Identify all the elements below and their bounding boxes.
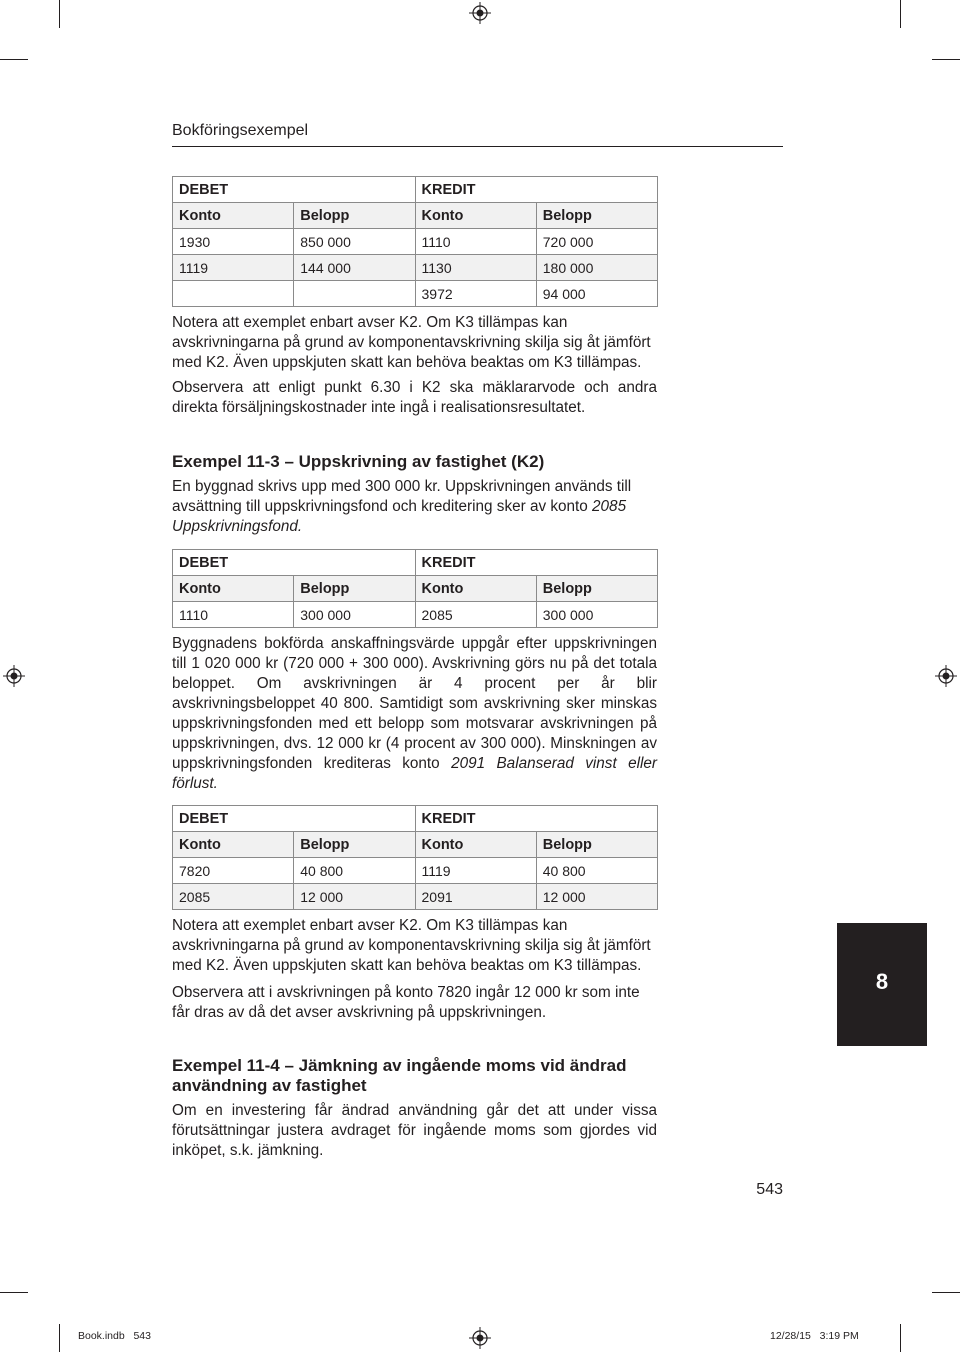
page-number: 543 xyxy=(756,1181,783,1198)
table-group-row xyxy=(173,177,658,203)
column-header: Belopp xyxy=(536,203,657,229)
table-row xyxy=(173,255,658,281)
column-header: Belopp xyxy=(294,576,415,602)
header-rule xyxy=(172,146,783,147)
ledger-table-3 xyxy=(172,805,658,910)
table-row xyxy=(173,602,658,628)
table-cell: 144 000 xyxy=(294,255,415,281)
calculation-paragraph xyxy=(172,634,657,794)
table-cell: 850 000 xyxy=(294,229,415,255)
column-header: Belopp xyxy=(294,203,415,229)
table-column-row xyxy=(173,203,658,229)
table-cell: 12 000 xyxy=(536,884,657,910)
table-cell: 40 800 xyxy=(536,858,657,884)
running-header-title: Bokföringsexempel xyxy=(172,122,309,139)
table-column-row xyxy=(173,576,658,602)
table-cell: 1119 xyxy=(415,858,536,884)
example-heading-11-3: Exempel 11-3 – Uppskrivning av fastighet (K2) xyxy=(172,452,545,471)
table-cell: 300 000 xyxy=(294,602,415,628)
crop-mark-bottom-right-h xyxy=(932,1292,960,1293)
column-header: Belopp xyxy=(536,832,657,858)
table-cell: 180 000 xyxy=(536,255,657,281)
example-intro-text: En byggnad skrivs upp med 300 000 kr. Uppskrivningen används till avsättning till uppskrivningsfond och kreditering sker av konto xyxy=(172,478,632,515)
account-reference: 2091 Balanserad vinst eller förlust. xyxy=(172,755,657,792)
table-cell: 3972 xyxy=(415,281,536,307)
table-group-row xyxy=(173,806,658,832)
table-cell: 40 800 xyxy=(294,858,415,884)
observation-paragraph: Observera att enligt punkt 6.30 i K2 ska mäklararvode och andra direkta försäljningskostnader inte ingå i realisationsresultatet. xyxy=(172,379,657,416)
debet-header: DEBET xyxy=(173,550,416,576)
table-cell: 94 000 xyxy=(536,281,657,307)
table-cell: 720 000 xyxy=(536,229,657,255)
table-cell: 2085 xyxy=(415,602,536,628)
table-column-row xyxy=(173,832,658,858)
column-header: Belopp xyxy=(536,576,657,602)
registration-mark-icon xyxy=(469,1327,491,1349)
table-row xyxy=(173,858,658,884)
example-intro-paragraph: Om en investering får ändrad användning går det att under vissa förutsättningar justera avdraget för ingående moms som gjordes vid inköpet, s.k. jämkning. xyxy=(172,1102,657,1159)
crop-mark-bottom-left-v xyxy=(59,1324,60,1352)
column-header: Konto xyxy=(173,203,294,229)
chapter-number: 8 xyxy=(875,969,889,994)
table-cell xyxy=(173,281,294,307)
crop-mark-top-left-v xyxy=(59,0,60,28)
slug-date: 12/28/15 3:19 PM xyxy=(770,1330,859,1342)
table-row xyxy=(173,281,658,307)
example-intro-paragraph xyxy=(172,477,657,537)
ledger-table-2 xyxy=(172,549,658,628)
table-cell: 12 000 xyxy=(294,884,415,910)
column-header: Konto xyxy=(173,576,294,602)
table-cell: 300 000 xyxy=(536,602,657,628)
table-row xyxy=(173,884,658,910)
registration-mark-icon xyxy=(3,665,25,687)
table-row xyxy=(173,229,658,255)
crop-mark-top-left-h xyxy=(0,59,28,60)
table-cell: 2085 xyxy=(173,884,294,910)
note-paragraph: Notera att exemplet enbart avser K2. Om K3 tillämpas kan avskrivningarna på grund av komponentavskrivning skilja sig åt jämfört med K2. Även uppskjuten skatt kan behöva beaktas om K3 tillämpas. xyxy=(172,314,651,371)
column-header: Konto xyxy=(173,832,294,858)
column-header: Konto xyxy=(415,832,536,858)
crop-mark-bottom-left-h xyxy=(0,1292,28,1293)
crop-mark-top-right-v xyxy=(900,0,901,28)
kredit-header: KREDIT xyxy=(415,177,658,203)
note-paragraph: Notera att exemplet enbart avser K2. Om K3 tillämpas kan avskrivningarna på grund av komponentavskrivning skilja sig åt jämfört med K2. Även uppskjuten skatt kan behöva beaktas om K3 tillämpas. xyxy=(172,917,651,974)
table-group-row xyxy=(173,550,658,576)
kredit-header: KREDIT xyxy=(415,550,658,576)
table-cell: 1110 xyxy=(415,229,536,255)
column-header: Konto xyxy=(415,576,536,602)
column-header: Konto xyxy=(415,203,536,229)
debet-header: DEBET xyxy=(173,177,416,203)
table-cell: 1119 xyxy=(173,255,294,281)
example-heading-11-4: Exempel 11-4 – Jämkning av ingående moms vid ändrad användning av fastighet xyxy=(172,1056,627,1095)
ledger-table-1 xyxy=(172,176,658,307)
debet-header: DEBET xyxy=(173,806,416,832)
table-cell: 2091 xyxy=(415,884,536,910)
table-cell: 1110 xyxy=(173,602,294,628)
table-cell: 1930 xyxy=(173,229,294,255)
observation-paragraph: Observera att i avskrivningen på konto 7820 ingår 12 000 kr som inte får dras av då det avser avskrivning på uppskrivningen. xyxy=(172,984,640,1021)
account-reference: 2085 Uppskrivningsfond. xyxy=(172,498,627,535)
table-cell xyxy=(294,281,415,307)
chapter-tab xyxy=(837,923,927,1046)
crop-mark-top-right-h xyxy=(932,59,960,60)
crop-mark-bottom-right-v xyxy=(900,1324,901,1352)
column-header: Belopp xyxy=(294,832,415,858)
registration-mark-icon xyxy=(935,665,957,687)
kredit-header: KREDIT xyxy=(415,806,658,832)
table-cell: 1130 xyxy=(415,255,536,281)
registration-mark-icon xyxy=(469,2,491,24)
slug-file-name: Book.indb 543 xyxy=(78,1330,151,1342)
table-cell: 7820 xyxy=(173,858,294,884)
calculation-text: Byggnadens bokförda anskaffningsvärde uppgår efter uppskrivningen till 1 020 000 kr (720 000 + 300 000). Avskrivning görs nu på det totala beloppet. Om avskrivningen är 4 procent per år blir avskrivningsbeloppet 40 800. Samtidigt som avskrivning sker minskas uppskrivningsfonden med ett belopp som motsvarar avskrivningen på uppskrivningen, dvs. 12 000 kr (4 procent av 300 000). Minskningen av uppskrivningsfonden krediteras konto xyxy=(172,635,657,772)
